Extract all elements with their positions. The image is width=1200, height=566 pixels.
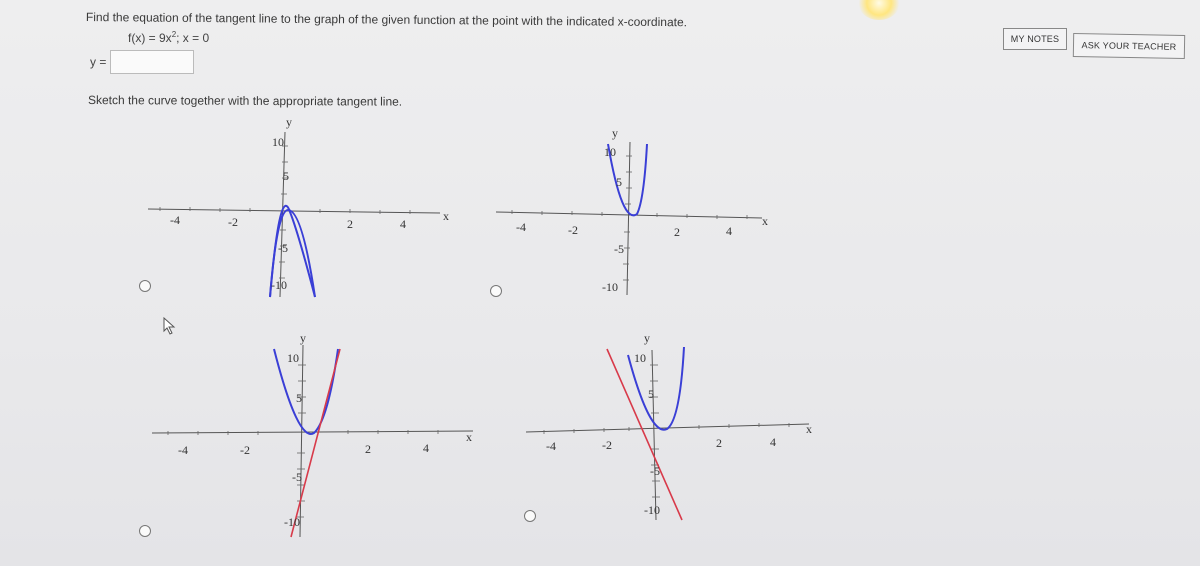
x-tick-label: -4 bbox=[546, 439, 556, 453]
x-axis-label: x bbox=[806, 422, 812, 436]
my-notes-button[interactable]: MY NOTES bbox=[1003, 28, 1067, 50]
point-text: ; x = 0 bbox=[176, 31, 210, 45]
x-tick-label: -2 bbox=[568, 223, 578, 237]
y-axis bbox=[300, 345, 303, 537]
y-tick-label: 5 bbox=[616, 175, 622, 189]
y-tick-label: -5 bbox=[614, 242, 624, 256]
y-axis-label: y bbox=[644, 331, 650, 345]
x-axis-label: x bbox=[466, 430, 472, 444]
y-tick-label: -10 bbox=[284, 515, 300, 529]
y-axis-label: y bbox=[286, 115, 292, 129]
answer-label: y = bbox=[90, 55, 107, 69]
x-tick-label: 4 bbox=[423, 441, 429, 455]
y-axis-label: y bbox=[300, 331, 306, 345]
x-tick-label: -4 bbox=[516, 220, 526, 234]
y-tick-label: -10 bbox=[271, 278, 287, 292]
x-tick-label: -2 bbox=[240, 443, 250, 457]
x-axis-label: x bbox=[443, 209, 449, 223]
light-glare bbox=[858, 0, 900, 20]
x-axis-label: x bbox=[762, 214, 768, 228]
function-exponent: 2 bbox=[171, 30, 177, 39]
y-tick-label: 10 bbox=[287, 351, 299, 365]
x-tick-label: 2 bbox=[716, 436, 722, 450]
answer-input[interactable] bbox=[110, 50, 194, 74]
ask-teacher-button[interactable]: ASK YOUR TEACHER bbox=[1073, 33, 1185, 59]
y-axis bbox=[627, 142, 630, 295]
y-tick-label: -10 bbox=[602, 280, 618, 294]
x-tick-label: -4 bbox=[178, 443, 188, 457]
x-tick-label: 4 bbox=[726, 224, 732, 238]
y-axis-label: y bbox=[612, 126, 618, 140]
x-tick-label: 2 bbox=[347, 217, 353, 231]
y-tick-label: 5 bbox=[283, 169, 289, 183]
sketch-instruction: Sketch the curve together with the appropriate tangent line. bbox=[87, 93, 403, 109]
graph-option-b[interactable] bbox=[492, 120, 792, 300]
tangent-line bbox=[291, 349, 340, 537]
y-tick-label: -5 bbox=[278, 241, 288, 255]
x-tick-label: -2 bbox=[602, 438, 612, 452]
x-tick-label: 2 bbox=[674, 225, 680, 239]
question-prompt: Find the equation of the tangent line to the graph of the given function at the point with the indicated x-coordinate. bbox=[85, 10, 688, 30]
y-tick-label: -10 bbox=[644, 503, 660, 517]
y-tick-label: 10 bbox=[272, 135, 284, 149]
x-tick-label: 4 bbox=[400, 217, 406, 231]
graph-option-d[interactable] bbox=[524, 325, 824, 525]
x-tick-label: 4 bbox=[770, 435, 776, 449]
function-expression bbox=[128, 30, 209, 45]
y-tick-label: 5 bbox=[648, 387, 654, 401]
x-tick-label: 2 bbox=[365, 442, 371, 456]
graph-option-a[interactable] bbox=[140, 112, 480, 302]
y-tick-label: -5 bbox=[650, 464, 660, 478]
y-tick-label: -5 bbox=[292, 470, 302, 484]
x-tick-label: -2 bbox=[228, 215, 238, 229]
y-tick-label: 10 bbox=[604, 145, 616, 159]
function-text: f(x) = 9x bbox=[128, 31, 172, 45]
x-axis bbox=[148, 209, 440, 213]
y-axis bbox=[652, 350, 656, 520]
tangent-line bbox=[607, 349, 682, 520]
y-tick-label: 10 bbox=[634, 351, 646, 365]
x-tick-label: -4 bbox=[170, 213, 180, 227]
y-tick-label: 5 bbox=[296, 391, 302, 405]
graph-option-c[interactable] bbox=[148, 325, 488, 540]
